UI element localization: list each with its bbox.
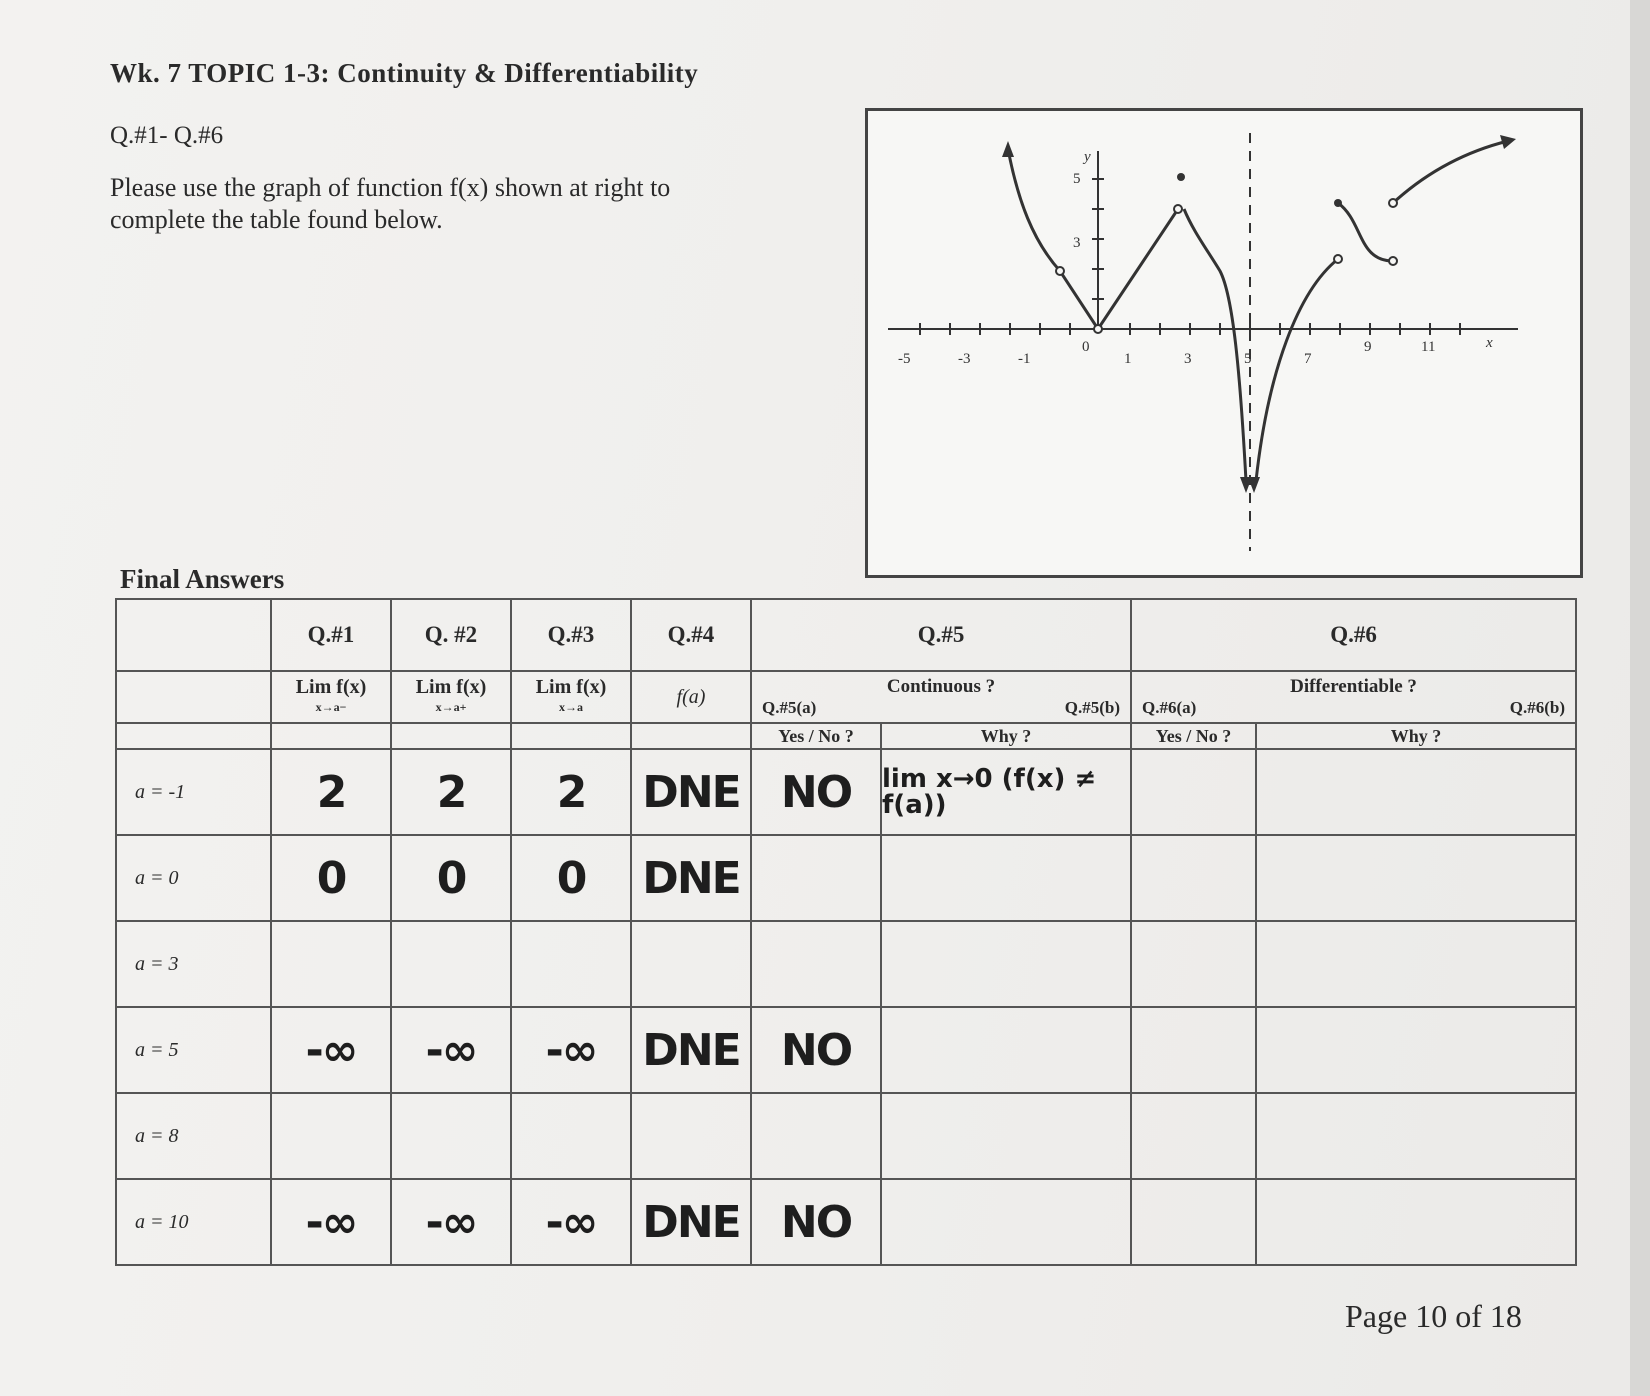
answer-cell[interactable]: DNE — [631, 835, 751, 921]
final-answers-label: Final Answers — [120, 564, 285, 594]
open-point-1 — [1056, 267, 1064, 275]
answer-cell[interactable] — [1256, 921, 1576, 1007]
answer-cell[interactable] — [511, 1093, 631, 1179]
desk-edge — [1630, 0, 1650, 1396]
answer-cell[interactable] — [271, 1093, 391, 1179]
subheader-q3 — [511, 671, 631, 723]
y-tick-label: 5 — [1073, 171, 1081, 187]
open-point-10b — [1389, 199, 1397, 207]
header-q6: Q.#6 — [1131, 599, 1576, 671]
answer-cell[interactable]: -∞ — [271, 1179, 391, 1265]
answer-cell[interactable] — [881, 1093, 1131, 1179]
y-axis-label: y — [1084, 149, 1091, 165]
page-title: Wk. 7 TOPIC 1-3: Continuity & Differentiability — [110, 58, 699, 88]
answer-cell[interactable]: -∞ — [391, 1007, 511, 1093]
continuous-label: Continuous ? — [886, 676, 996, 697]
header-q1: Q.#1 — [271, 599, 391, 671]
answer-cell[interactable]: -∞ — [391, 1179, 511, 1265]
answer-cell[interactable]: 2 — [271, 749, 391, 835]
answer-cell[interactable] — [1256, 1179, 1576, 1265]
solid-point-3 — [1177, 173, 1185, 181]
lim-label: Lim — [535, 676, 572, 698]
q6b-label: Q.#6(b) — [1509, 698, 1566, 717]
arrow-down-icon-2 — [1248, 477, 1260, 493]
handwritten-reason: lim x→0 (f(x) ≠ f(a)) — [882, 764, 1097, 820]
q5b-label: Q.#5(b) — [1064, 698, 1121, 717]
open-point-8 — [1334, 255, 1342, 263]
answer-cell[interactable]: NO — [751, 1007, 881, 1093]
answer-cell[interactable] — [751, 1093, 881, 1179]
answer-cell[interactable] — [881, 749, 1131, 835]
x-tick-label: -3 — [958, 351, 971, 367]
x-tick-label: 3 — [1184, 351, 1192, 367]
answer-cell[interactable]: 0 — [391, 835, 511, 921]
fx-label: f(x) — [456, 676, 487, 698]
answer-cell[interactable] — [1131, 1093, 1256, 1179]
table-row — [116, 1179, 1576, 1265]
answers-table — [115, 598, 1577, 1266]
answer-cell[interactable] — [631, 921, 751, 1007]
answer-cell[interactable] — [631, 1093, 751, 1179]
differentiable-label: Differentiable ? — [1290, 676, 1417, 697]
curve-end — [1393, 141, 1508, 203]
solid-point-8 — [1334, 199, 1342, 207]
blank-subheader — [116, 671, 271, 723]
header-q5: Q.#5 — [751, 599, 1131, 671]
answer-cell[interactable]: DNE — [631, 1179, 751, 1265]
answer-cell[interactable] — [1131, 1007, 1256, 1093]
x-tick-label: -1 — [1018, 351, 1031, 367]
x-tick-label: -5 — [898, 351, 911, 367]
row-label: a = 0 — [116, 835, 271, 921]
answer-cell[interactable]: -∞ — [511, 1007, 631, 1093]
instructions: Please use the graph of function f(x) shown at right to complete the table found below. — [110, 173, 671, 234]
header-q4: Q.#4 — [631, 599, 751, 671]
open-point-3 — [1174, 205, 1182, 213]
answer-cell[interactable]: -∞ — [511, 1179, 631, 1265]
arrow-up-icon — [1002, 141, 1014, 157]
q5b-why: Why ? — [881, 723, 1131, 749]
answer-cell[interactable] — [511, 921, 631, 1007]
row-label: a = 8 — [116, 1093, 271, 1179]
fx-label: f(x) — [336, 676, 367, 698]
header-q2: Q. #2 — [391, 599, 511, 671]
table-row — [116, 1007, 1576, 1093]
graph-svg — [868, 111, 1580, 575]
answer-cell[interactable] — [1131, 921, 1256, 1007]
answer-cell[interactable]: 2 — [391, 749, 511, 835]
answer-cell[interactable]: DNE — [631, 749, 751, 835]
answer-cell[interactable]: NO — [751, 749, 881, 835]
answer-cell[interactable] — [881, 1179, 1131, 1265]
answer-cell[interactable]: 0 — [511, 835, 631, 921]
x-tick-label: 11 — [1421, 339, 1436, 355]
answer-cell[interactable] — [1256, 1093, 1576, 1179]
lim-label: Lim — [295, 676, 332, 698]
lim-label: Lim — [415, 676, 452, 698]
row-label: a = 3 — [116, 921, 271, 1007]
x-tick-label: 1 — [1124, 351, 1132, 367]
x-tick-label: 7 — [1304, 351, 1312, 367]
header-q3: Q.#3 — [511, 599, 631, 671]
curve-right — [1256, 259, 1338, 481]
q6a-label: Q.#6(a) — [1142, 698, 1197, 717]
answer-cell[interactable] — [1131, 1179, 1256, 1265]
function-graph — [865, 108, 1583, 578]
answer-cell[interactable] — [1256, 1007, 1576, 1093]
open-point-10 — [1389, 257, 1397, 265]
q6a-yesno: Yes / No ? — [1131, 723, 1256, 749]
question-range: Q.#1- Q.#6 — [110, 122, 224, 149]
q5a-label: Q.#5(a) — [762, 698, 817, 717]
open-point-origin — [1094, 325, 1102, 333]
y-tick-label: 3 — [1073, 235, 1081, 251]
answer-cell[interactable]: NO — [751, 1179, 881, 1265]
answer-cell[interactable]: -∞ — [271, 1007, 391, 1093]
answer-cell[interactable] — [881, 835, 1131, 921]
arrow-right-icon — [1500, 135, 1516, 149]
table-row — [116, 835, 1576, 921]
answer-cell[interactable] — [1256, 835, 1576, 921]
subheader-q6 — [1131, 671, 1576, 723]
answer-cell[interactable] — [271, 921, 391, 1007]
q6b-why: Why ? — [1256, 723, 1576, 749]
answer-cell[interactable]: 2 — [511, 749, 631, 835]
x-tick-label: 9 — [1364, 339, 1372, 355]
answer-cell[interactable] — [881, 921, 1131, 1007]
table-row — [116, 921, 1576, 1007]
page-number: Page 10 of 18 — [1345, 1298, 1522, 1334]
answer-cell[interactable]: DNE — [631, 1007, 751, 1093]
subheader-q1 — [271, 671, 391, 723]
lim-sub-right: x→a+ — [435, 700, 467, 714]
answer-cell[interactable] — [1131, 749, 1256, 835]
row-label: a = 10 — [116, 1179, 271, 1265]
lim-sub-left: x→a− — [315, 700, 347, 714]
answer-cell[interactable]: 0 — [271, 835, 391, 921]
answer-cell[interactable] — [1131, 835, 1256, 921]
row-label: a = 5 — [116, 1007, 271, 1093]
subheader-q2 — [391, 671, 511, 723]
subheader-q4: f(a) — [631, 671, 751, 723]
curve-hump — [1338, 203, 1393, 261]
subheader-q5 — [751, 671, 1131, 723]
answer-cell[interactable] — [881, 1007, 1131, 1093]
table-row — [116, 1093, 1576, 1179]
lim-sub: x→a — [559, 700, 583, 714]
corner-cell — [116, 599, 271, 671]
fx-label: f(x) — [576, 676, 607, 698]
answer-cell[interactable] — [751, 921, 881, 1007]
x-tick-label: 0 — [1082, 339, 1090, 355]
answer-cell[interactable] — [391, 921, 511, 1007]
x-axis-label: x — [1486, 335, 1493, 351]
answer-cell[interactable] — [1256, 749, 1576, 835]
answer-cell[interactable] — [391, 1093, 511, 1179]
row-label: a = -1 — [116, 749, 271, 835]
table-row — [116, 749, 1576, 835]
x-tick-label: 5 — [1244, 351, 1252, 367]
q5a-yesno: Yes / No ? — [751, 723, 881, 749]
curve-middle — [1184, 209, 1246, 481]
answer-cell[interactable] — [751, 835, 881, 921]
